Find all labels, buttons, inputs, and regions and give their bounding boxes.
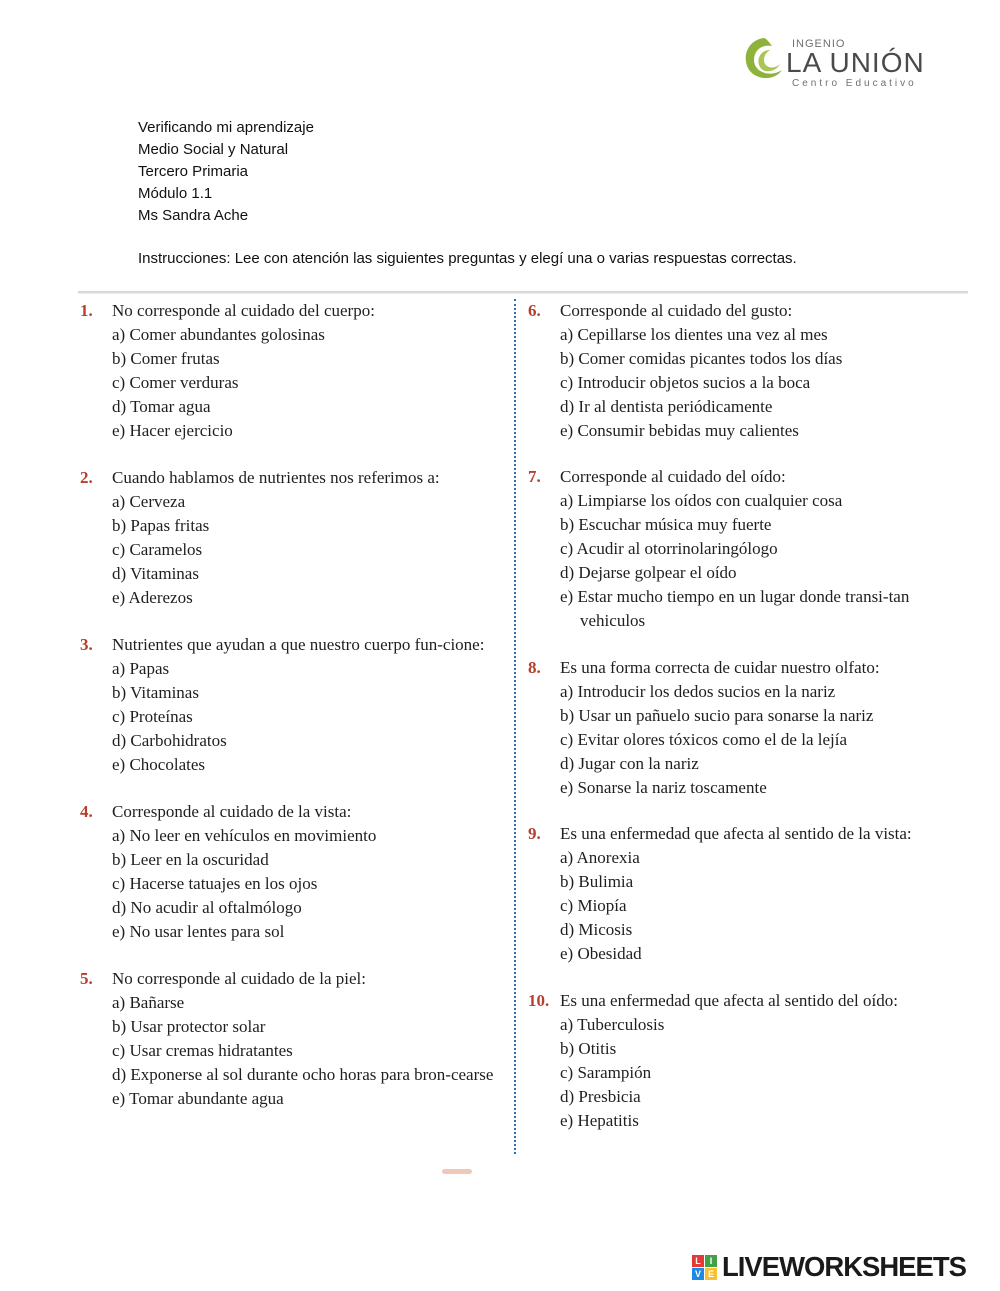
question-number: 3. <box>80 635 93 654</box>
cube-letter: V <box>692 1268 704 1280</box>
answer-option[interactable]: e) Estar mucho tiempo en un lugar donde transi-tan vehiculos <box>560 587 910 630</box>
question-number: 7. <box>528 467 541 486</box>
answer-option[interactable]: a) Bañarse <box>112 993 185 1012</box>
question-number: 2. <box>80 468 93 487</box>
question-text: Corresponde al cuidado de la vista: <box>112 802 352 821</box>
answer-option[interactable]: b) Papas fritas <box>112 516 210 535</box>
answer-option[interactable]: a) Cerveza <box>112 492 186 511</box>
header-title: Verificando mi aprendizaje <box>138 119 314 136</box>
answer-option[interactable]: b) Comer comidas picantes todos los días <box>560 349 843 368</box>
answer-option[interactable]: c) Introducir objetos sucios a la boca <box>560 373 811 392</box>
question-number: 6. <box>528 301 541 320</box>
question-number: 5. <box>80 969 93 988</box>
answer-option[interactable]: d) No acudir al oftalmólogo <box>112 898 302 917</box>
question-body <box>560 822 960 966</box>
answer-option[interactable]: d) Carbohidratos <box>112 731 227 750</box>
answer-option[interactable]: d) Tomar agua <box>112 397 211 416</box>
header-teacher: Ms Sandra Ache <box>138 207 249 224</box>
question-block <box>80 967 505 1111</box>
answer-option[interactable]: a) Comer abundantes golosinas <box>112 325 325 344</box>
question-block <box>80 466 505 610</box>
answer-option[interactable]: a) Tuberculosis <box>560 1015 665 1034</box>
question-block <box>80 800 505 944</box>
answer-option[interactable]: a) Limpiarse los oídos con cualquier cosa <box>560 491 843 510</box>
question-text: Corresponde al cuidado del gusto: <box>560 301 793 320</box>
answer-option[interactable]: e) Obesidad <box>560 944 642 963</box>
question-body <box>560 465 960 633</box>
answer-option[interactable]: c) Evitar olores tóxicos como el de la lejía <box>560 730 848 749</box>
liveworksheets-wordmark: LIVEWORKSHEETS <box>722 1251 966 1282</box>
instructions-text: Instrucciones: Lee con atención las siguientes preguntas y elegí una o varias respuestas correctas. <box>138 250 797 267</box>
cubes-icon <box>692 1255 718 1281</box>
header-module: Módulo 1.1 <box>138 185 213 202</box>
cube-letter: I <box>705 1255 717 1267</box>
answer-option[interactable]: a) Cepillarse los dientes una vez al mes <box>560 325 828 344</box>
question-number: 9. <box>528 824 541 843</box>
question-sheet <box>70 291 968 1176</box>
question-text: No corresponde al cuidado del cuerpo: <box>112 301 375 320</box>
question-body <box>112 466 505 610</box>
answer-option[interactable]: a) Introducir los dedos sucios en la nariz <box>560 682 836 701</box>
header-grade: Tercero Primaria <box>138 163 249 180</box>
logo-brand-text: LA UNIÓN <box>786 47 925 78</box>
answer-option[interactable]: e) Consumir bebidas muy calientes <box>560 421 799 440</box>
questions-left-column <box>80 299 505 1111</box>
school-logo <box>740 34 930 90</box>
answer-option[interactable]: b) Escuchar música muy fuerte <box>560 515 772 534</box>
decorative-mark <box>442 1169 472 1174</box>
question-text: Corresponde al cuidado del oído: <box>560 467 786 486</box>
question-block <box>528 656 960 800</box>
answer-option[interactable]: c) Usar cremas hidratantes <box>112 1041 293 1060</box>
answer-option[interactable]: c) Acudir al otorrinolaringólogo <box>560 539 778 558</box>
header-subject: Medio Social y Natural <box>138 141 289 158</box>
answer-option[interactable]: b) Vitaminas <box>112 683 199 702</box>
question-block <box>528 822 960 966</box>
question-text: Es una forma correcta de cuidar nuestro olfato: <box>560 658 880 677</box>
answer-option[interactable]: e) No usar lentes para sol <box>112 922 285 941</box>
answer-option[interactable]: a) No leer en vehículos en movimiento <box>112 826 377 845</box>
liveworksheets-logo <box>692 1253 992 1281</box>
question-number: 1. <box>80 301 93 320</box>
question-block <box>528 299 960 443</box>
answer-option[interactable]: e) Hepatitis <box>560 1111 639 1130</box>
question-number: 8. <box>528 658 541 677</box>
column-divider <box>514 299 516 1154</box>
question-body <box>560 299 960 443</box>
answer-option[interactable]: b) Usar protector solar <box>112 1017 266 1036</box>
answer-option[interactable]: e) Chocolates <box>112 755 205 774</box>
question-block <box>528 989 960 1133</box>
question-text: Nutrientes que ayudan a que nuestro cuerpo fun-cione: <box>112 635 485 654</box>
answer-option[interactable]: b) Usar un pañuelo sucio para sonarse la nariz <box>560 706 874 725</box>
answer-option[interactable]: d) Micosis <box>560 920 633 939</box>
answer-option[interactable]: d) Exponerse al sol durante ocho horas para bron-cearse <box>112 1065 494 1084</box>
answer-option[interactable]: c) Sarampión <box>560 1063 652 1082</box>
question-block <box>80 633 505 777</box>
question-block <box>528 465 960 633</box>
question-body <box>560 656 960 800</box>
answer-option[interactable]: e) Sonarse la nariz toscamente <box>560 778 767 797</box>
answer-option[interactable]: d) Jugar con la nariz <box>560 754 699 773</box>
question-text: No corresponde al cuidado de la piel: <box>112 969 366 988</box>
question-body <box>112 633 505 777</box>
question-body <box>112 967 505 1111</box>
question-number: 10. <box>528 991 550 1010</box>
cube-letter: E <box>705 1268 717 1280</box>
answer-option[interactable]: c) Hacerse tatuajes en los ojos <box>112 874 318 893</box>
answer-option[interactable]: b) Otitis <box>560 1039 617 1058</box>
answer-option[interactable]: e) Tomar abundante agua <box>112 1089 284 1108</box>
answer-option[interactable]: a) Anorexia <box>560 848 640 867</box>
answer-option[interactable]: d) Presbicia <box>560 1087 641 1106</box>
answer-option[interactable]: e) Hacer ejercicio <box>112 421 233 440</box>
cube-letter: L <box>692 1255 704 1267</box>
question-body <box>560 989 960 1133</box>
answer-option[interactable]: b) Bulimia <box>560 872 634 891</box>
question-block <box>80 299 505 443</box>
question-body <box>112 299 505 443</box>
worksheet-header <box>138 117 314 227</box>
answer-option[interactable]: c) Proteínas <box>112 707 193 726</box>
question-text: Es una enfermedad que afecta al sentido del oído: <box>560 991 898 1010</box>
answer-option[interactable]: d) Dejarse golpear el oído <box>560 563 737 582</box>
questions-right-column <box>528 299 960 1133</box>
answer-option[interactable]: d) Ir al dentista periódicamente <box>560 397 773 416</box>
answer-option[interactable]: c) Caramelos <box>112 540 203 559</box>
logo-ingenio-text: INGENIO <box>792 38 846 50</box>
answer-option[interactable]: e) Aderezos <box>112 588 193 607</box>
answer-option[interactable]: d) Vitaminas <box>112 564 199 583</box>
question-text: Cuando hablamos de nutrientes nos referimos a: <box>112 468 440 487</box>
question-text: Es una enfermedad que afecta al sentido de la vista: <box>560 824 912 843</box>
answer-option[interactable]: b) Comer frutas <box>112 349 220 368</box>
logo-subtitle: Centro Educativo <box>792 78 917 89</box>
question-number: 4. <box>80 802 93 821</box>
sheet-top-border <box>78 291 968 294</box>
leaf-swirl-icon <box>740 34 788 84</box>
answer-option[interactable]: c) Miopía <box>560 896 627 915</box>
question-body <box>112 800 505 944</box>
answer-option[interactable]: b) Leer en la oscuridad <box>112 850 269 869</box>
answer-option[interactable]: c) Comer verduras <box>112 373 239 392</box>
answer-option[interactable]: a) Papas <box>112 659 170 678</box>
